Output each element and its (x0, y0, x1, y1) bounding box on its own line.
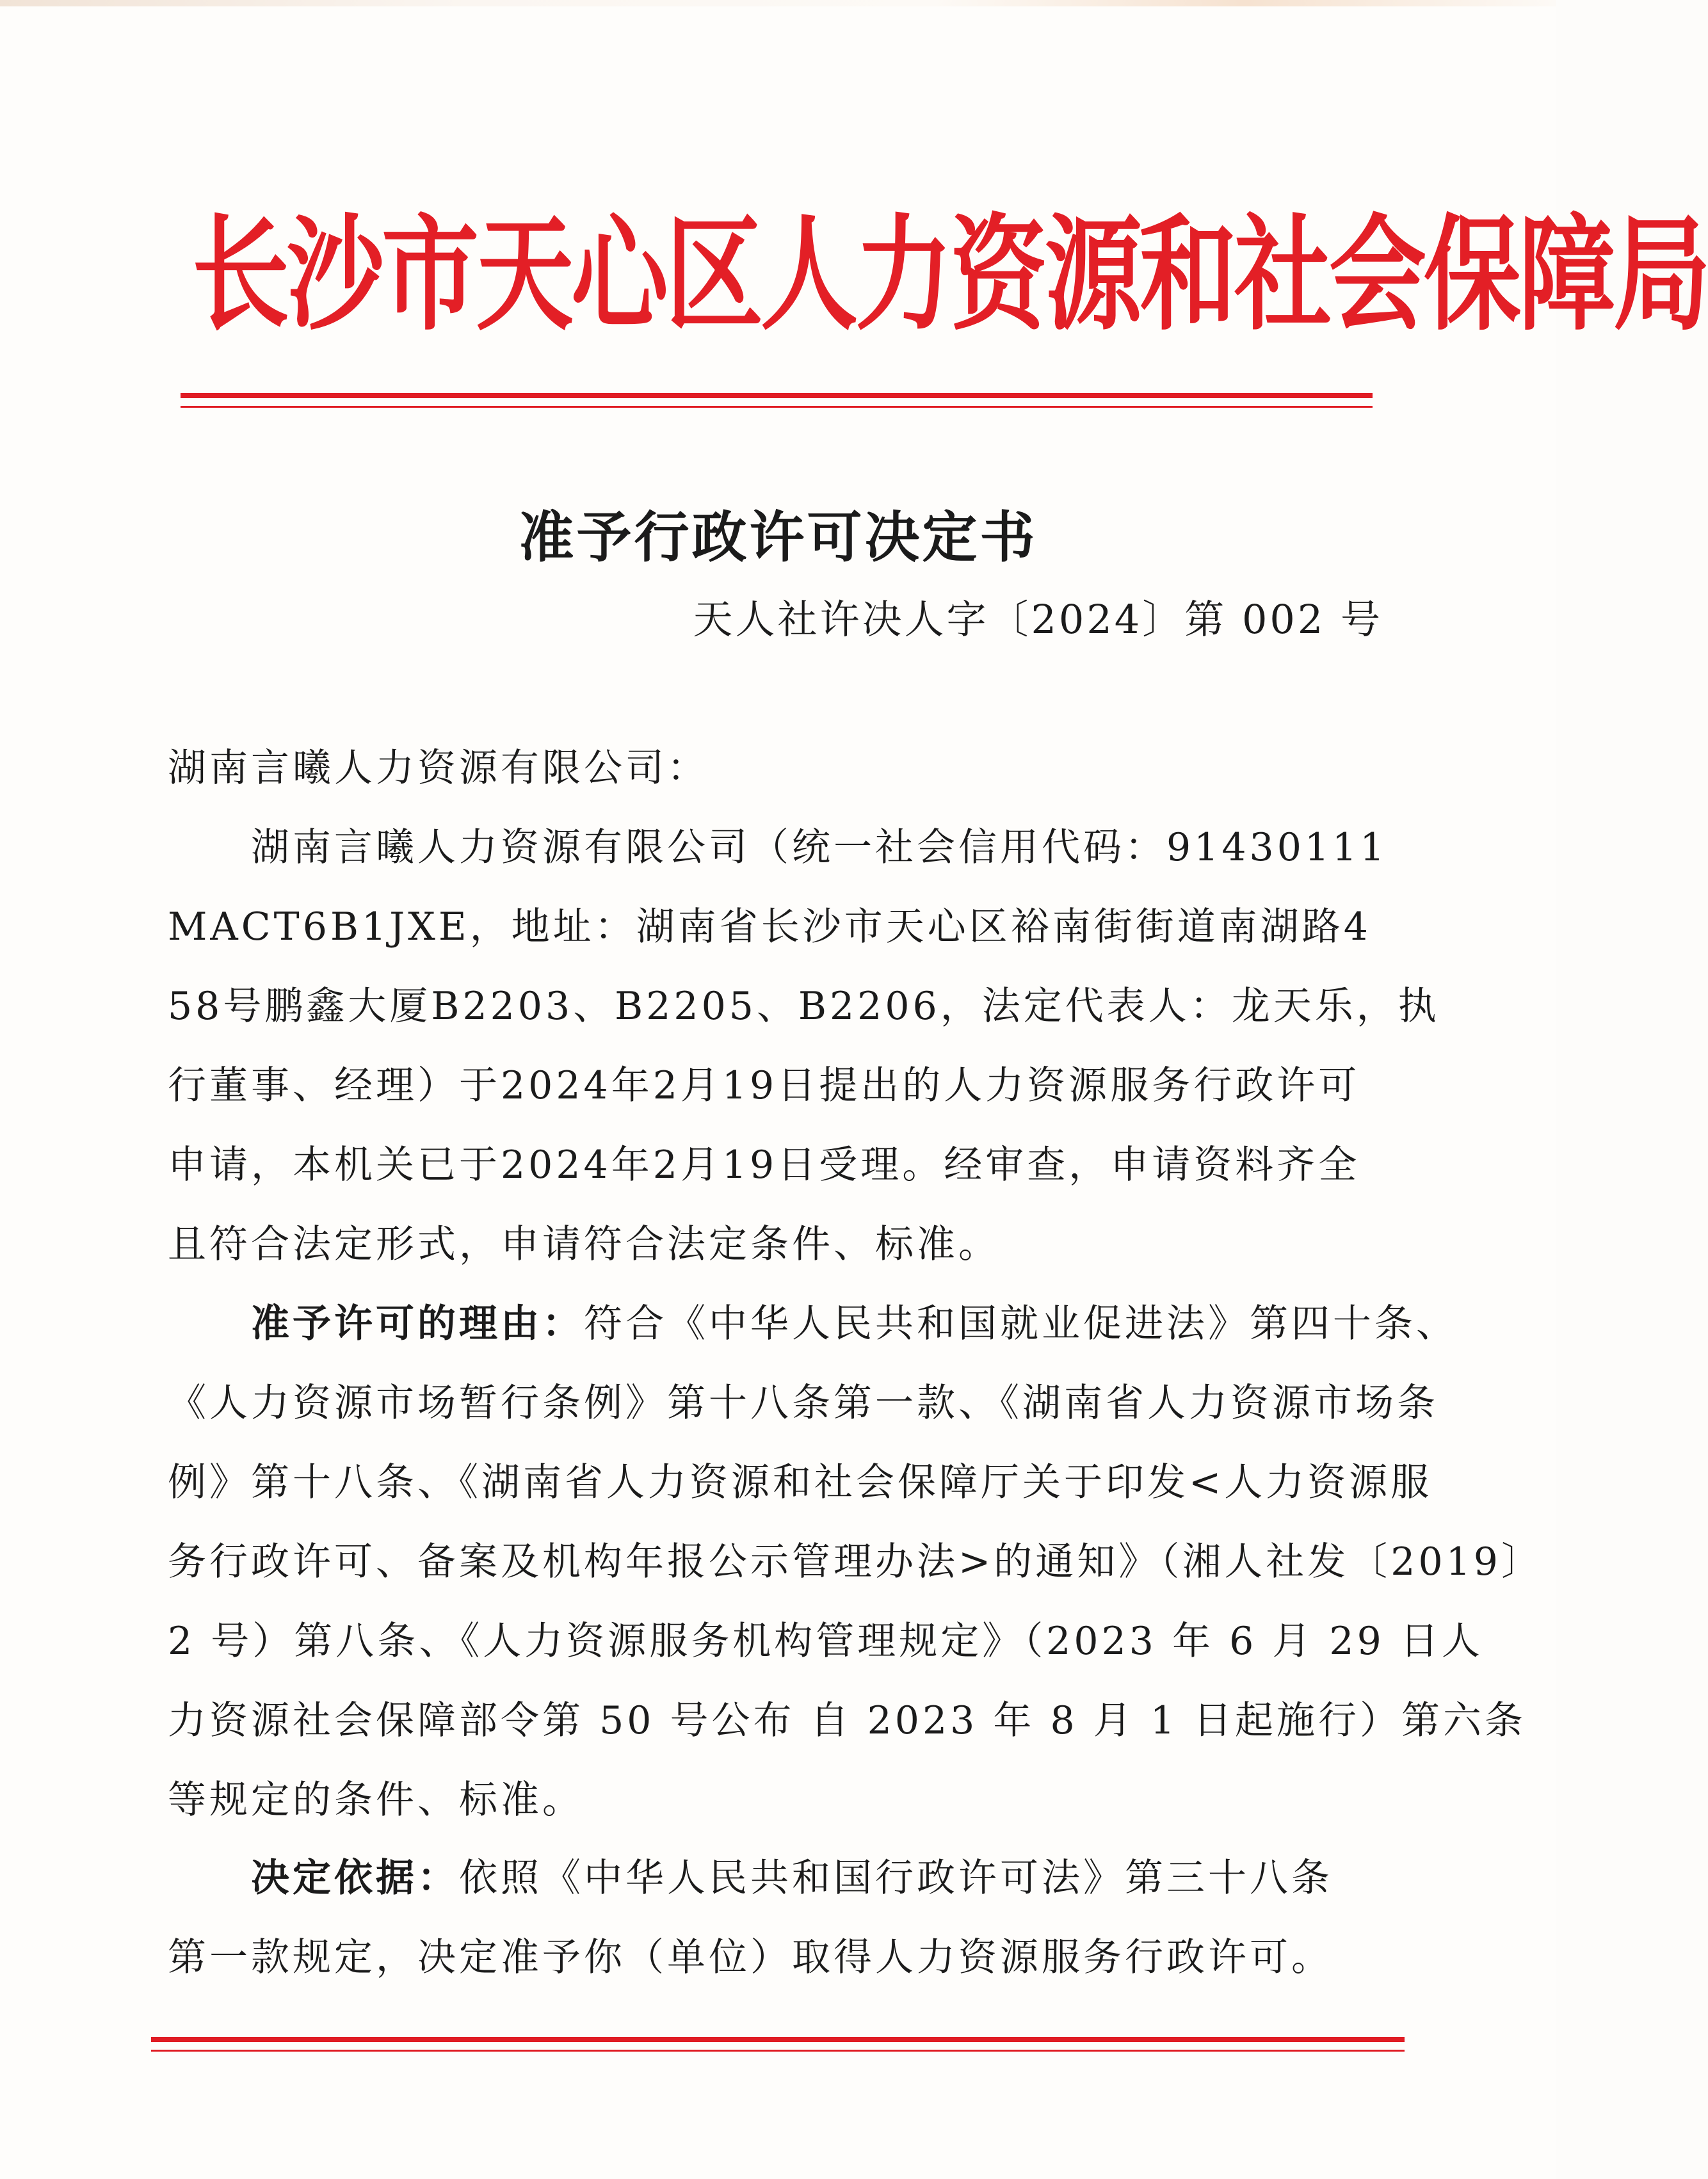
paragraph-2-line: 等规定的条件、标准。 (168, 1778, 584, 1822)
paragraph-2-line: 力资源社会保障部令第 50 号公布 自 2023 年 8 月 1 日起施行）第六条 (168, 1698, 1527, 1743)
paragraph-1-line: MACT6B1JXE，地址：湖南省长沙市天心区裕南街街道南湖路4 (168, 905, 1371, 949)
paragraph-1-line: 申请，本机关已于2024年2月19日受理。经审查，申请资料齐全 (168, 1143, 1360, 1187)
paragraph-3-first-line (168, 1838, 1486, 1918)
decision-basis-label: 决定依据： (251, 1856, 459, 1901)
header-red-rule-thin (181, 406, 1373, 408)
paragraph-1-line: 行董事、经理）于2024年2月19日提出的人力资源服务行政许可 (168, 1063, 1360, 1108)
document-title: 准予行政许可决定书 (519, 505, 1038, 570)
paragraph-1-line: 58号鹏鑫大厦B2203、B2205、B2206，法定代表人：龙天乐，执 (168, 984, 1440, 1029)
document-number: 天人社许决人字〔2024〕第 002 号 (693, 596, 1383, 643)
paragraph-2-text: 符合《中华人民共和国就业促进法》第四十条、 (584, 1301, 1458, 1346)
paragraph-2-first-line (168, 1284, 1486, 1363)
paragraph-3-text: 依照《中华人民共和国行政许可法》第三十八条 (459, 1856, 1333, 1901)
permission-reason-label: 准予许可的理由： (251, 1301, 584, 1346)
paragraph-2-line: 务行政许可、备案及机构年报公示管理办法>的通知》（湘人社发〔2019〕 (168, 1540, 1543, 1584)
scan-edge (0, 0, 1556, 6)
paragraph-2-line: 《人力资源市场暂行条例》第十八条第一款、《湖南省人力资源市场条 (168, 1381, 1438, 1426)
paragraph-2-line: 2 号）第八条、《人力资源服务机构管理规定》（2023 年 6 月 29 日人 (168, 1619, 1483, 1664)
paragraph-1-line: 且符合法定形式，申请符合法定条件、标准。 (168, 1222, 1000, 1267)
footer-red-rule-thin (151, 2050, 1405, 2052)
paragraph-2-line: 例》第十八条、《湖南省人力资源和社会保障厅关于印发<人力资源服 (168, 1460, 1433, 1505)
footer-red-rule-thick (151, 2037, 1405, 2042)
issuing-authority-header: 长沙市天心区人力资源和社会保障局 (192, 202, 1708, 348)
addressee: 湖南言曦人力资源有限公司： (168, 746, 709, 791)
paragraph-1-line: 湖南言曦人力资源有限公司（统一社会信用代码：91430111 (251, 825, 1388, 870)
header-red-rule-thick (181, 393, 1373, 398)
paragraph-3-line: 第一款规定，决定准予你（单位）取得人力资源服务行政许可。 (168, 1935, 1333, 1980)
